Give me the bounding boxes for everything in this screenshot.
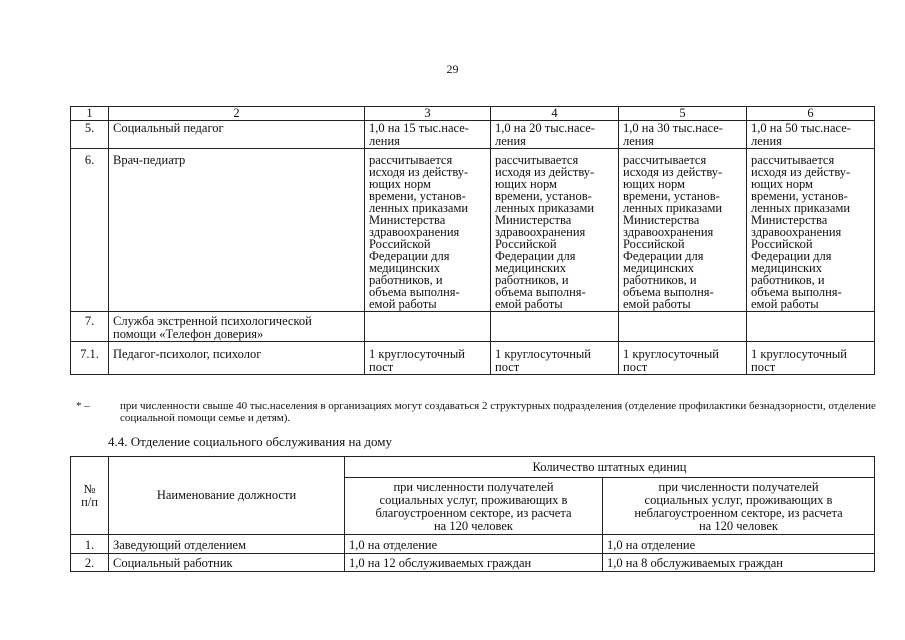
column-number-header: 5 <box>619 107 747 121</box>
row-number: 5. <box>71 121 109 149</box>
staff-norm-cell <box>747 312 875 342</box>
staff-norm-cell: 1,0 на 50 тыс.насе- ления <box>747 121 875 149</box>
row-number: 7. <box>71 312 109 342</box>
table-header-row <box>71 107 875 121</box>
row-number: 2. <box>71 554 109 572</box>
column-number-header: 6 <box>747 107 875 121</box>
staff-norm-cell: 1,0 на 20 тыс.насе- ления <box>491 121 619 149</box>
staff-norm-cell: рассчитывается исходя из действу- ющих норм времени, установ- ленных приказами Министерства здравоохранения Российской Федерации для медицинских работников, и объема выполня- емой работы <box>747 149 875 312</box>
table-row <box>71 149 875 312</box>
section-title: 4.4. Отделение социального обслуживания на дому <box>108 434 393 449</box>
column-header-position: Наименование должности <box>109 457 345 535</box>
table-row <box>71 342 875 375</box>
row-number: 1. <box>71 535 109 554</box>
column-header-number: № п/п <box>71 457 109 535</box>
staff-norm-cell: рассчитывается исходя из действу- ющих норм времени, установ- ленных приказами Министерства здравоохранения Российской Федерации для медицинских работников, и объема выполня- емой работы <box>619 149 747 312</box>
row-number: 6. <box>71 149 109 312</box>
footnote-text: при численности свыше 40 тыс.населения в организациях могут создаваться 2 структурных подразделения (отделение профилактики безнадзорности, отделение социальной помощи семье и детям). <box>120 400 876 424</box>
page-number: 29 <box>446 62 459 76</box>
staff-norm-cell: 1,0 на отделение <box>345 535 603 554</box>
staff-norm-cell <box>619 312 747 342</box>
staff-norm-cell: 1,0 на 15 тыс.насе- ления <box>365 121 491 149</box>
position-name: Педагог-психолог, психолог <box>109 342 365 375</box>
staff-norm-cell: 1,0 на отделение <box>603 535 875 554</box>
row-number: 7.1. <box>71 342 109 375</box>
column-header-improved-sector: при численности получателей социальных услуг, проживающих в благоустроенном секторе, из расчета на 120 человек <box>345 478 603 535</box>
footnote-marker: * – <box>76 400 90 412</box>
column-number-header: 4 <box>491 107 619 121</box>
staff-norm-cell: 1,0 на 30 тыс.насе- ления <box>619 121 747 149</box>
column-header-unimproved-sector: при численности получателей социальных услуг, проживающих в неблагоустроенном секторе, из расчета на 120 человек <box>603 478 875 535</box>
column-header-staff-units: Количество штатных единиц <box>345 457 875 478</box>
position-name: Социальный работник <box>109 554 345 572</box>
home-service-staff-table <box>70 456 875 572</box>
table-header-row <box>71 457 875 478</box>
staff-norm-cell: рассчитывается исходя из действу- ющих норм времени, установ- ленных приказами Министерства здравоохранения Российской Федерации для медицинских работников, и объема выполня- емой работы <box>365 149 491 312</box>
staff-norm-cell: рассчитывается исходя из действу- ющих норм времени, установ- ленных приказами Министерства здравоохранения Российской Федерации для медицинских работников, и объема выполня- емой работы <box>491 149 619 312</box>
staff-norm-cell: 1 круглосуточный пост <box>491 342 619 375</box>
column-number-header: 3 <box>365 107 491 121</box>
staff-table-continued <box>70 106 875 375</box>
staff-norm-cell: 1 круглосуточный пост <box>747 342 875 375</box>
column-number-header: 1 <box>71 107 109 121</box>
table-row <box>71 535 875 554</box>
staff-norm-cell <box>365 312 491 342</box>
staff-norm-cell: 1 круглосуточный пост <box>619 342 747 375</box>
position-name: Врач-педиатр <box>109 149 365 312</box>
staff-norm-cell: 1,0 на 12 обслуживаемых граждан <box>345 554 603 572</box>
table-row <box>71 121 875 149</box>
footnote <box>76 400 876 424</box>
staff-norm-cell <box>491 312 619 342</box>
staff-norm-cell: 1,0 на 8 обслуживаемых граждан <box>603 554 875 572</box>
staff-norm-cell: 1 круглосуточный пост <box>365 342 491 375</box>
position-name: Заведующий отделением <box>109 535 345 554</box>
column-number-header: 2 <box>109 107 365 121</box>
table-row <box>71 554 875 572</box>
table-row <box>71 312 875 342</box>
position-name: Служба экстренной психологической помощи «Телефон доверия» <box>109 312 365 342</box>
position-name: Социальный педагог <box>109 121 365 149</box>
